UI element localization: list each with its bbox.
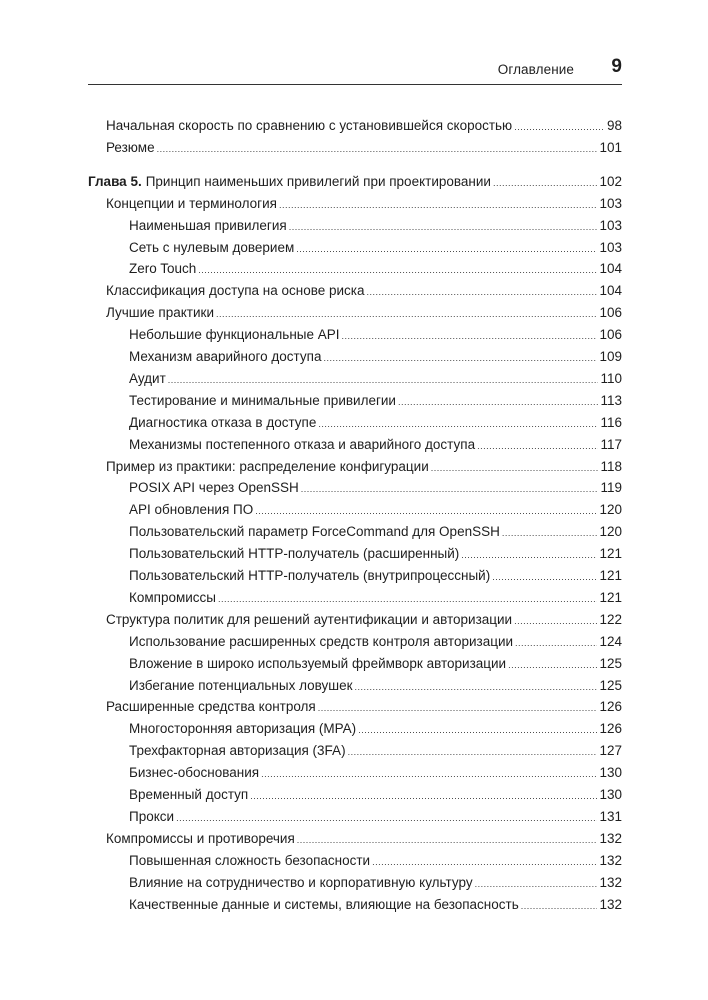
toc-entry-page: 120: [599, 502, 622, 518]
toc-entry-title: API обновления ПО: [129, 502, 254, 518]
toc-entry-title: Вложение в широко используемый фреймворк авторизации: [129, 655, 507, 671]
dot-leader: [502, 528, 598, 538]
toc-entry-page: 132: [599, 830, 622, 846]
dot-leader: [297, 835, 598, 845]
toc-entry[interactable]: [129, 437, 622, 457]
toc-entry-page: 103: [599, 217, 622, 233]
toc-entry-title: Бизнес-обоснования: [129, 765, 260, 781]
toc-entry-title: Трехфакторная авторизация (3FA): [129, 743, 346, 759]
toc-entry[interactable]: [129, 261, 622, 281]
toc-entry-title: Механизм аварийного доступа: [129, 349, 322, 364]
toc-entry-title: Повышенная сложность безопасности: [129, 852, 371, 868]
dot-leader: [514, 616, 597, 626]
dot-leader: [218, 594, 597, 604]
page-number: 9: [611, 56, 622, 77]
toc-entry[interactable]: [106, 140, 622, 160]
toc-entry-title: Принцип наименьших привилегий при проектировании: [145, 173, 491, 189]
dot-leader: [431, 463, 599, 473]
dot-leader: [296, 244, 597, 254]
toc-entry-title: Пользовательский HTTP-получатель (внутрипроцессный): [129, 568, 491, 583]
dot-leader: [176, 813, 597, 823]
toc-entry-page: 101: [599, 139, 622, 155]
dot-leader: [301, 484, 599, 494]
toc-entry[interactable]: [129, 897, 622, 917]
toc-entry[interactable]: [129, 656, 622, 676]
toc-entry-page: 130: [599, 787, 622, 802]
toc-entry[interactable]: [129, 393, 622, 413]
dot-leader: [318, 419, 598, 429]
dot-leader: [279, 200, 598, 210]
toc-entry-title: Пользовательский параметр ForceCommand для OpenSSH: [129, 524, 500, 540]
toc-entry[interactable]: [129, 502, 622, 522]
dot-leader: [157, 144, 598, 154]
dot-leader: [508, 660, 597, 670]
toc-entry[interactable]: [106, 612, 622, 632]
toc-entry[interactable]: [106, 699, 622, 719]
toc-entry[interactable]: [129, 721, 622, 741]
toc-entry-page: 109: [599, 349, 622, 364]
toc-entry[interactable]: [129, 787, 622, 807]
toc-entry[interactable]: [129, 371, 622, 391]
toc-entry-page: 121: [599, 568, 622, 583]
toc-entry[interactable]: [129, 524, 622, 544]
dot-leader: [461, 550, 597, 560]
toc-entry[interactable]: [129, 743, 622, 763]
dot-leader: [355, 682, 598, 692]
toc-entry-page: 116: [600, 414, 622, 430]
toc-entry-page: 98: [606, 118, 622, 133]
toc-entry-title: Резюме: [106, 139, 155, 155]
running-header: [88, 56, 622, 85]
dot-leader: [515, 638, 597, 648]
toc-entry-page: 121: [599, 589, 622, 605]
dot-leader: [342, 331, 598, 341]
toc-entry[interactable]: [129, 590, 622, 610]
toc-entry[interactable]: [129, 765, 622, 785]
dot-leader: [289, 222, 598, 232]
dot-leader: [348, 747, 598, 757]
toc-entry-page: 119: [600, 480, 622, 496]
toc-entry-page: 132: [599, 874, 622, 890]
toc-entry-title: POSIX API через OpenSSH: [129, 480, 299, 496]
dot-leader: [492, 572, 597, 582]
toc-entry-title: Диагностика отказа в доступе: [129, 414, 317, 430]
toc-entry-title: Zero Touch: [129, 261, 197, 277]
toc-entry[interactable]: [129, 809, 622, 829]
toc-entry-title: Механизмы постепенного отказа и аварийного доступа: [129, 436, 476, 452]
toc-entry[interactable]: [106, 196, 622, 216]
toc-entry[interactable]: [106, 283, 622, 303]
toc-entry-title: Аудит: [129, 370, 166, 386]
toc-entry-title: Временный доступ: [129, 787, 249, 802]
toc-entry[interactable]: [129, 634, 622, 654]
toc-entry[interactable]: [129, 875, 622, 895]
toc-entry-page: 113: [600, 392, 622, 408]
toc-entry[interactable]: [129, 678, 622, 698]
toc-entry[interactable]: [129, 218, 622, 238]
dot-leader: [398, 397, 599, 407]
toc-entry-title: Многосторонняя авторизация (MPA): [129, 721, 357, 737]
toc-entry-page: 132: [599, 896, 622, 912]
toc-entry[interactable]: [106, 459, 622, 479]
dot-leader: [198, 265, 597, 275]
toc-entry-page: 104: [599, 283, 622, 299]
dot-leader: [255, 506, 597, 516]
toc-entry-page: 103: [599, 195, 622, 211]
dot-leader: [323, 353, 597, 363]
dot-leader: [367, 287, 598, 297]
toc-entry-page: 122: [599, 611, 622, 627]
running-header-title: Оглавление: [497, 62, 574, 77]
toc-entry-title: Сеть с нулевым доверием: [129, 239, 295, 255]
toc-entry-title: Тестирование и минимальные привилегии: [129, 392, 396, 408]
dot-leader: [216, 309, 597, 319]
dot-leader: [477, 441, 598, 451]
toc-entry[interactable]: [129, 480, 622, 500]
toc-entry-title: Качественные данные и системы, влияющие на безопасность: [129, 896, 519, 912]
dot-leader: [493, 178, 598, 188]
dot-leader: [521, 901, 598, 911]
toc-entry-title: Компромиссы и противоречия: [106, 830, 295, 846]
toc-entry-title: Небольшие функциональные API: [129, 327, 340, 343]
toc-entry-page: 106: [599, 305, 622, 321]
toc-entry[interactable]: [129, 349, 622, 369]
toc-entry-title: Начальная скорость по сравнению с установившейся скоростью: [106, 118, 513, 133]
dot-leader: [318, 703, 598, 713]
toc-entry-page: 103: [599, 239, 622, 255]
toc-entry[interactable]: [129, 415, 622, 435]
toc-entry-page: 104: [599, 261, 622, 277]
toc-entry-title: Пример из практики: распределение конфигурации: [106, 458, 429, 474]
toc-entry-page: 121: [599, 546, 622, 562]
toc-entry-title: Пользовательский HTTP-получатель (расширенный): [129, 546, 460, 562]
dot-leader: [514, 122, 605, 132]
toc-entry[interactable]: [129, 568, 622, 588]
toc-entry-title: Прокси: [129, 808, 175, 824]
toc-entry-title: Компромиссы: [129, 589, 217, 605]
toc-entry-page: 124: [599, 633, 622, 649]
dot-leader: [261, 769, 597, 779]
toc-entry[interactable]: [106, 118, 622, 138]
toc-entry-page: 132: [599, 852, 622, 868]
toc-entry[interactable]: [106, 831, 622, 851]
toc-entry-title: Классификация доступа на основе риска: [106, 283, 365, 299]
toc-entry-title: Лучшие практики: [106, 305, 214, 321]
dot-leader: [168, 375, 599, 385]
toc-entry-page: 127: [599, 743, 622, 759]
toc-entry[interactable]: [129, 546, 622, 566]
toc-entry-page: 118: [600, 458, 622, 474]
toc-entry[interactable]: [106, 305, 622, 325]
toc-entry[interactable]: [129, 853, 622, 873]
toc-chapter-label: Глава 5.: [88, 173, 142, 189]
dot-leader: [250, 791, 597, 801]
toc-entry-page: 130: [599, 765, 622, 781]
toc-entry-page: 117: [600, 436, 622, 452]
toc-entry-page: 106: [599, 327, 622, 343]
toc-entry-title: Наименьшая привилегия: [129, 217, 287, 233]
dot-leader: [358, 725, 597, 735]
toc-entry-page: 120: [599, 524, 622, 540]
toc-entry-title: Структура политик для решений аутентификации и авторизации: [106, 611, 513, 627]
toc-entry-page: 131: [599, 808, 622, 824]
toc-entry-title: Влияние на сотрудничество и корпоративную культуру: [129, 874, 473, 890]
toc-entry-page: 125: [599, 677, 622, 693]
toc-entry-page: 102: [599, 173, 622, 189]
toc-chapter-entry[interactable]: [88, 174, 622, 194]
toc-entry-title: Концепции и терминология: [106, 195, 277, 211]
toc-entry-title: Расширенные средства контроля: [106, 699, 316, 715]
toc-entry-page: 126: [599, 721, 622, 737]
dot-leader: [475, 879, 598, 889]
toc-entry-page: 110: [600, 370, 622, 386]
toc-entry-page: 125: [599, 655, 622, 671]
dot-leader: [372, 857, 597, 867]
toc-entry-page: 126: [599, 699, 622, 715]
toc-entry[interactable]: [129, 327, 622, 347]
toc-entry[interactable]: [129, 240, 622, 260]
toc-entry-title: Избегание потенциальных ловушек: [129, 677, 353, 693]
toc-entry-title: Использование расширенных средств контроля авторизации: [129, 633, 514, 649]
